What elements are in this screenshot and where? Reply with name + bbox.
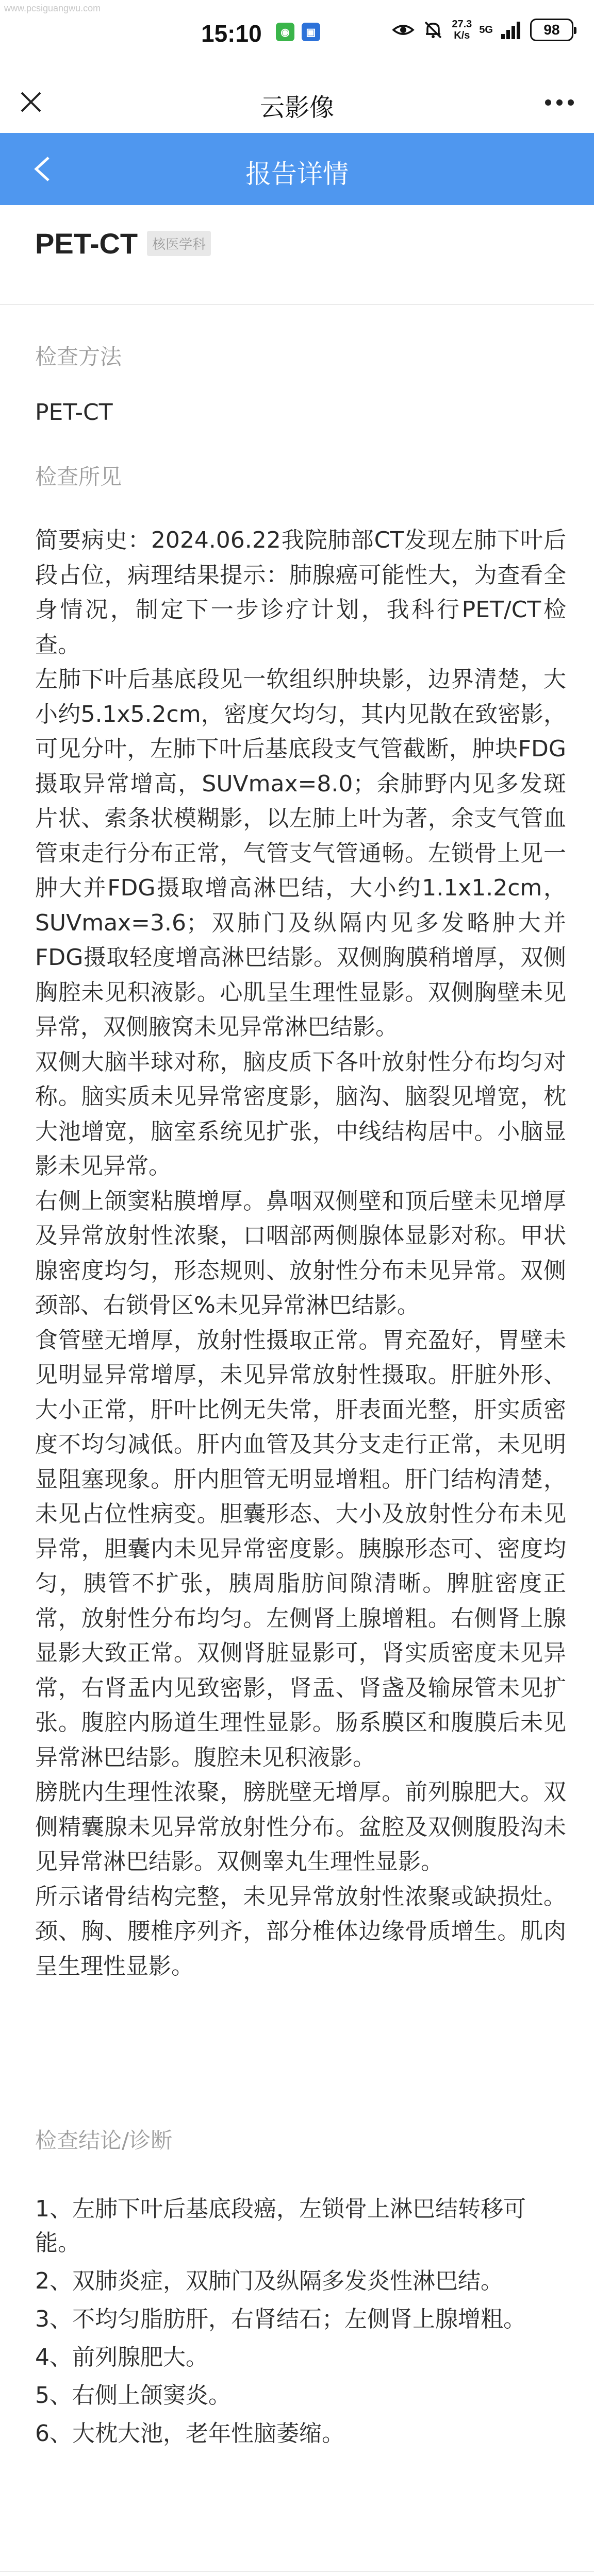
findings-paragraph: 简要病史：2024.06.22我院肺部CT发现左肺下叶后段占位，病理结果提示：肺腺癌可能性大，为查看全身情况，制定下一步诊疗计划，我科行PET/CT检查。: [35, 527, 566, 658]
site-watermark: www.pcsiguangwu.com: [4, 3, 101, 13]
eye-icon: [392, 19, 415, 41]
report-title: PET-CT: [35, 227, 138, 260]
network-speed: [452, 19, 472, 41]
more-icon[interactable]: [544, 99, 574, 106]
app-title: 云影像: [259, 93, 334, 122]
conclusion-list: [35, 2192, 566, 2455]
status-right-group: [392, 19, 573, 41]
nav-title: 报告详情: [245, 159, 349, 189]
conclusion-item: 3、不均匀脂肪肝，右肾结石；左侧肾上腺增粗。: [35, 2306, 526, 2332]
department-badge: 核医学科: [147, 231, 211, 256]
conclusion-item: 1、左肺下叶后基底段癌，左锁骨上淋巴结转移可能。: [35, 2196, 526, 2256]
bell-mute-icon: [422, 19, 444, 41]
signal-label: 5G: [479, 24, 493, 36]
divider: [0, 304, 594, 305]
findings-paragraph: 右侧上颌窦粘膜增厚。鼻咽双侧壁和顶后壁未见增厚及异常放射性浓聚，口咽部两侧腺体显影对称。甲状腺密度均匀，形态规则、放射性分布未见异常。双侧颈部、右锁骨区%未见异常淋巴结影。: [35, 1188, 566, 1318]
findings-paragraph: 双侧大脑半球对称，脑皮质下各叶放射性分布均匀对称。脑实质未见异常密度影，脑沟、脑裂见增宽，枕大池增宽，脑室系统见扩张，中线结构居中。小脑显影未见异常。: [35, 1048, 566, 1179]
chat-app-icon: ◉: [276, 23, 294, 41]
method-label: 检查方法: [35, 344, 122, 369]
conclusion-item: 2、双肺炎症，双肺门及纵隔多发炎性淋巴结。: [35, 2268, 503, 2294]
findings-label: 检查所见: [35, 464, 122, 489]
blue-app-icon: ▣: [302, 23, 320, 41]
status-time: 15:10: [201, 20, 262, 47]
report-header: [35, 227, 211, 260]
findings-paragraph: 所示诸骨结构完整，未见异常放射性浓聚或缺损灶。颈、胸、腰椎序列齐，部分椎体边缘骨质增生。肌肉呈生理性显影。: [35, 1883, 566, 1979]
conclusion-item: 5、右侧上颌窦炎。: [35, 2382, 231, 2409]
nav-bar: [0, 133, 594, 205]
divider: [0, 2571, 594, 2572]
findings-paragraph: 食管壁无增厚，放射性摄取正常。胃充盈好，胃壁未见明显异常增厚，未见异常放射性摄取。肝脏外形、大小正常，肝叶比例无失常，肝表面光整，肝实质密度不均匀减低。肝内血管及其分支走行正常，未见明显阻塞现象。肝内胆管无明显增粗。肝门结构清楚，未见占位性病变。胆囊形态、大小及放射性分布未见异常，胆囊内未见异常密度影。胰腺形态可、密度均匀，胰管不扩张，胰周脂肪间隙清晰。脾脏密度正常，放射性分布均匀。左侧肾上腺增粗。右侧肾上腺显影大致正常。双侧肾脏显影可，肾实质密度未见异常，右肾盂内见致密影，肾盂、肾盏及输尿管未见扩张。腹腔内肠道生理性显影。肠系膜区和腹膜后未见异常淋巴结影。腹腔未见积液影。: [35, 1327, 566, 1771]
network-speed-unit: K/s: [454, 30, 470, 41]
notification-icons: [276, 23, 320, 41]
findings-paragraph: 膀胱内生理性浓聚，膀胱壁无增厚。前列腺肥大。双侧精囊腺未见异常放射性分布。盆腔及双侧腹股沟未见异常淋巴结影。双侧睾丸生理性显影。: [35, 1779, 566, 1875]
conclusion-label: 检查结论/诊断: [35, 2128, 173, 2153]
conclusion-item: 4、前列腺肥大。: [35, 2344, 208, 2370]
app-header: [0, 72, 594, 133]
findings-paragraph: 左肺下叶后基底段见一软组织肿块影，边界清楚，大小约5.1x5.2cm，密度欠均匀，其内见散在致密影，可见分叶，左肺下叶后基底段支气管截断，肿块FDG摄取异常增高，SUVmax=8.0；余肺野内见多发斑片状、索条状模糊影，以左肺上叶为著，余支气管血管束走行分布正常，气管支气管通畅。左锁骨上见一肿大并FDG摄取增高淋巴结，大小约1.1x1.2cm，SUVmax=3.6；双肺门及纵隔内见多发略肿大并FDG摄取轻度增高淋巴结影。双侧胸膜稍增厚，双侧胸腔未见积液影。心肌呈生理性显影。双侧胸壁未见异常，双侧腋窝未见异常淋巴结影。: [35, 666, 566, 1040]
network-speed-value: 27.3: [452, 19, 472, 30]
battery-indicator: 98: [530, 19, 573, 41]
method-value: PET-CT: [35, 399, 113, 426]
conclusion-item: 6、大枕大池，老年性脑萎缩。: [35, 2420, 344, 2447]
signal-bars-icon: [500, 20, 523, 40]
findings-text: [35, 523, 566, 1984]
